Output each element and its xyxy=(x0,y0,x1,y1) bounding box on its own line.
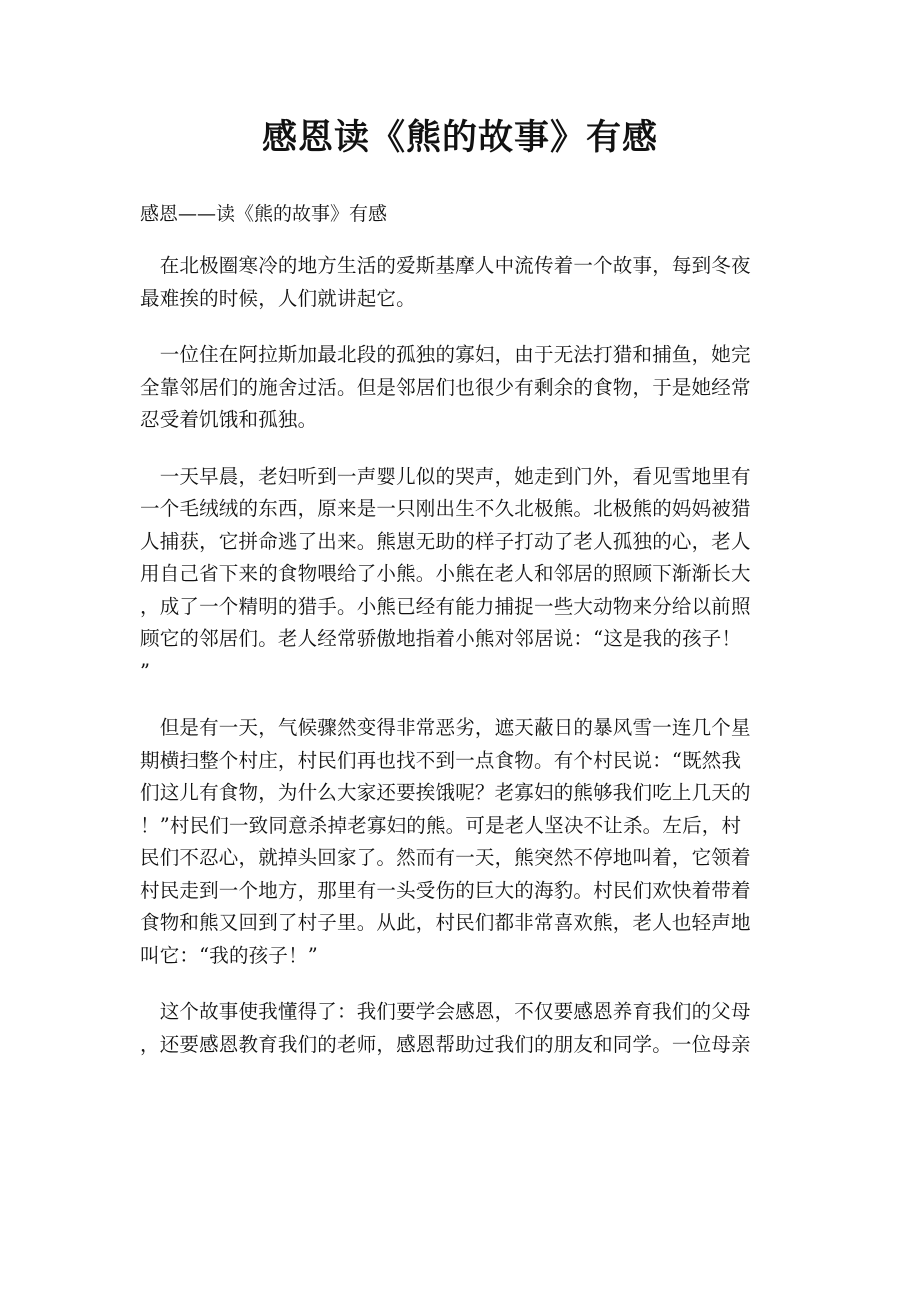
text-line: 用自己省下来的食物喂给了小熊。小熊在老人和邻居的照顾下渐渐长大 xyxy=(140,562,751,585)
paragraph-gap xyxy=(140,315,788,339)
paragraph-gap xyxy=(140,437,788,461)
text-line: 最难挨的时候，人们就讲起它。 xyxy=(140,286,416,310)
text-line: 在北极圈寒冷的地方生活的爱斯基摩人中流传着一个故事，每到冬夜 xyxy=(140,254,751,277)
paragraph-1 xyxy=(140,250,788,315)
text-line: 叫它：“我的孩子！” xyxy=(140,943,318,967)
text-line: ！”村民们一致同意杀掉老寡妇的熊。可是老人坚决不让杀。左后，村 xyxy=(140,813,742,837)
paragraph-2 xyxy=(140,339,788,437)
text-line: 但是有一天，气候骤然变得非常恶劣，遮天蔽日的暴风雪一连几个星 xyxy=(140,716,751,739)
text-line: ，成了一个精明的猎手。小熊已经有能力捕捉一些大动物来分给以前照 xyxy=(140,594,751,618)
text-line: 食物和熊又回到了村子里。从此，村民们都非常喜欢熊，老人也轻声地 xyxy=(140,911,751,934)
text-line: 一天早晨，老妇听到一声婴儿似的哭声，她走到门外，看见雪地里有 xyxy=(140,464,751,488)
document-title: 感恩读《熊的故事》有感 xyxy=(261,117,658,158)
text-line: 期横扫整个村庄，村民们再也找不到一点食物。有个村民说：“既然我 xyxy=(140,748,742,772)
text-line: 这个故事使我懂得了：我们要学会感恩，不仅要感恩养育我们的父母 xyxy=(140,1000,751,1023)
text-line: 忍受着饥饿和孤独。 xyxy=(140,408,318,431)
text-line: ，还要感恩教育我们的老师，感恩帮助过我们的朋友和同学。一位母亲 xyxy=(140,1032,751,1056)
text-line: 村民走到一个地方，那里有一头受伤的巨大的海豹。村民们欢快着带着 xyxy=(140,878,751,902)
paragraph-gap xyxy=(140,688,788,712)
text-line: 一个毛绒绒的东西，原来是一只刚出生不久北极熊。北极熊的妈妈被猎 xyxy=(140,497,751,520)
text-line: 们这儿有食物，为什么大家还要挨饿呢？老寡妇的熊够我们吃上几天的 xyxy=(140,781,751,804)
paragraph-3 xyxy=(140,461,788,689)
text-line: ” xyxy=(140,659,151,683)
paragraph-5 xyxy=(140,996,788,1061)
paragraph-gap xyxy=(140,972,788,996)
text-line: 民们不忍心，就掉头回家了。然而有一天，熊突然不停地叫着，它领着 xyxy=(140,846,751,869)
document-body xyxy=(140,250,788,1061)
text-line: 顾它的邻居们。老人经常骄傲地指着小熊对邻居说：“这是我的孩子！ xyxy=(140,627,742,650)
text-line: 一位住在阿拉斯加最北段的孤独的寡妇，由于无法打猎和捕鱼，她完 xyxy=(140,343,751,366)
text-line: 全靠邻居们的施舍过活。但是邻居们也很少有剩余的食物，于是她经常 xyxy=(140,375,751,399)
text-line: 人捕获，它拼命逃了出来。熊崽无助的样子打动了老人孤独的心，老人 xyxy=(140,529,751,553)
document-subtitle: 感恩——读《熊的故事》有感 xyxy=(140,203,388,225)
paragraph-4 xyxy=(140,712,788,972)
